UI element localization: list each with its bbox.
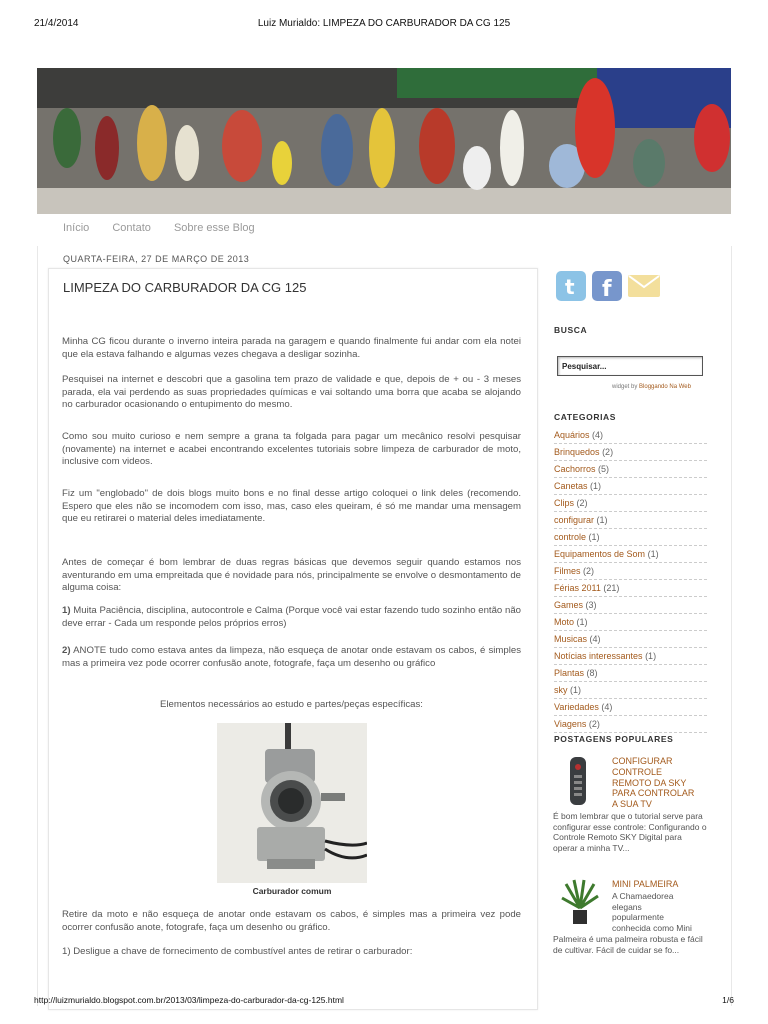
popular-title-line: A SUA TV: [612, 799, 652, 810]
category-item[interactable]: [554, 632, 707, 648]
category-count: (1): [596, 515, 608, 525]
paragraph-text: Pesquisei na internet e descobri que a gasolina tem prazo de validade e que, depois de + ou - 3 meses parada, ela vai perdendo as suas propriedades químicas e vai soltando uma borra que acaba se alojando no carburador ocasionando o entupimento do mesmo.: [62, 374, 521, 411]
category-name[interactable]: Moto: [554, 617, 575, 627]
category-item[interactable]: [554, 445, 707, 461]
category-item[interactable]: [554, 479, 707, 495]
category-name[interactable]: controle: [554, 532, 587, 542]
nav-item-inicio[interactable]: Início: [63, 222, 90, 234]
category-name[interactable]: Clips: [554, 498, 575, 508]
paragraph-text: Como sou muito curioso e nem sempre a grana ta folgada para pagar um mecânico resolvi pesquisar (novamente) na internet e acabei encontrando excelentes tutoriais sobre limpeza de carburador de moto, inclusive com videos.: [62, 431, 521, 468]
print-page-number: 1/6: [722, 995, 734, 1005]
category-name[interactable]: Filmes: [554, 566, 581, 576]
category-count: (2): [588, 719, 600, 729]
category-count: (5): [598, 464, 610, 474]
category-item[interactable]: [554, 717, 707, 733]
paragraph-text: Fiz um "englobado" de dois blogs muito bons e no final desse artigo coloquei o link deles (recomendo. Espero que eles não se incomodem com isso, mas, caso eles queiram, é só me mandar uma mensagem que eu retirarei o material deles imediatamente.: [62, 488, 521, 525]
category-count: (4): [601, 702, 613, 712]
rule-two-number: 2): [62, 645, 71, 656]
category-count: (1): [645, 651, 657, 661]
svg-text:t: t: [565, 275, 575, 299]
category-item[interactable]: [554, 649, 707, 665]
post-paragraph: [62, 374, 521, 412]
category-item[interactable]: [554, 598, 707, 614]
category-item[interactable]: [554, 615, 707, 631]
category-name[interactable]: Games: [554, 600, 584, 610]
category-name[interactable]: Brinquedos: [554, 447, 600, 457]
category-item[interactable]: [554, 683, 707, 699]
category-item[interactable]: [554, 564, 707, 580]
category-count: (4): [589, 634, 601, 644]
post-paragraph: [62, 909, 521, 934]
category-name[interactable]: Canetas: [554, 481, 588, 491]
top-navigation: [63, 222, 275, 234]
snippet-line: popularmente: [612, 912, 664, 923]
category-count: (4): [592, 430, 604, 440]
search-input[interactable]: Pesquisar...: [557, 356, 703, 376]
print-date: 21/4/2014: [34, 18, 79, 29]
category-count: (1): [576, 617, 588, 627]
category-count: (1): [647, 549, 659, 559]
category-item[interactable]: [554, 530, 707, 546]
post-title[interactable]: LIMPEZA DO CARBURADOR DA CG 125: [63, 280, 307, 295]
snippet-line: conhecida como Mini: [612, 922, 692, 933]
elements-heading: Elementos necessários ao estudo e partes/peças específicas:: [160, 699, 423, 710]
popular-post-snippet: Palmeira é uma palmeira robusta e fácil de cultivar. Fácil de cuidar se fo...: [553, 934, 703, 955]
category-item[interactable]: [554, 462, 707, 478]
paragraph-text: 1) Desligue a chave de fornecimento de combustível antes de retirar o carburador:: [62, 946, 413, 957]
category-count: (2): [583, 566, 595, 576]
category-item[interactable]: [554, 547, 707, 563]
category-name[interactable]: configurar: [554, 515, 595, 525]
post-paragraph: [62, 336, 521, 361]
category-item[interactable]: [554, 513, 707, 529]
category-name[interactable]: Plantas: [554, 668, 585, 678]
category-item[interactable]: [554, 428, 707, 444]
popular-title-line: CONTROLE: [612, 766, 663, 777]
category-name[interactable]: sky: [554, 685, 568, 695]
paragraph-text: Antes de começar é bom lembrar de duas regras básicas que devemos seguir quando estamos nos aventurando em uma empreitada que é novidade para nós, principalmente se envolve o desmontamento de alguma coisa:: [62, 557, 521, 594]
post-date-header: QUARTA-FEIRA, 27 DE MARÇO DE 2013: [63, 254, 250, 264]
nav-item-sobre[interactable]: Sobre esse Blog: [173, 222, 255, 234]
category-count: (2): [576, 498, 588, 508]
carburetor-image[interactable]: [217, 723, 367, 883]
page-border-left: [37, 246, 38, 1006]
category-count: (8): [586, 668, 598, 678]
rule-two-text: ANOTE tudo como estava antes da limpeza, não esqueça de anotar onde estavam os cabos, é simples mas a primeira vez pode ocorrer confusão anote, fotografe, faça um desenho ou gráfico: [62, 645, 521, 669]
sky-remote-thumbnail[interactable]: [567, 757, 589, 805]
image-caption: Carburador comum: [252, 886, 332, 896]
step-one: [62, 946, 521, 959]
category-count: (2): [602, 447, 614, 457]
category-count: (3): [585, 600, 597, 610]
paragraph-text: Retire da moto e não esqueça de anotar onde estavam os cabos, é simples mas a primeira vez pode ocorrer confusão anote, fotografe, faça um desenho ou gráfico.: [62, 909, 521, 933]
category-name[interactable]: Aquários: [554, 430, 590, 440]
category-count: (1): [570, 685, 582, 695]
widget-credit-prefix: widget by: [612, 384, 640, 390]
category-name[interactable]: Equipamentos de Som: [554, 549, 646, 559]
print-header: [34, 18, 734, 32]
popular-post-snippet: É bom lembrar que o tutorial serve para configurar esse controle: Configurando o Controle Remoto SKY Digital para operar a minha TV...: [553, 811, 707, 853]
category-item[interactable]: [554, 700, 707, 716]
category-count: (21): [603, 583, 620, 593]
category-count: (1): [590, 481, 602, 491]
post-paragraph: [62, 431, 521, 469]
widget-credit: [612, 384, 691, 390]
page-border-right: [731, 246, 732, 1006]
rule-one-text: Muita Paciência, disciplina, autocontrole e Calma (Porque você vai estar fazendo tudo sozinho então não deve errar - Cada um responde pelos próprios erros): [62, 605, 521, 629]
popular-post-side-text: [612, 891, 712, 933]
snippet-line: elegans: [612, 901, 642, 912]
busca-heading: BUSCA: [554, 325, 588, 335]
paragraph-text: Minha CG ficou durante o inverno inteira parada na garagem e quando finalmente fui andar com ela notei que ela estava falhando e algumas vezes chegava a desligar sozinha.: [62, 336, 521, 360]
facebook-icon[interactable]: [592, 271, 622, 301]
category-name[interactable]: Viagens: [554, 719, 587, 729]
category-name[interactable]: Cachorros: [554, 464, 596, 474]
popular-title-line: PARA CONTROLAR: [612, 788, 695, 799]
svg-text:f: f: [602, 277, 612, 301]
header-banner-image[interactable]: [37, 68, 731, 214]
print-page-title: Luiz Murialdo: LIMPEZA DO CARBURADOR DA CG 125: [257, 18, 511, 29]
nav-item-contato[interactable]: Contato: [112, 222, 151, 234]
category-name[interactable]: Férias 2011: [554, 583, 601, 593]
email-icon[interactable]: [628, 275, 660, 297]
category-item[interactable]: [554, 666, 707, 682]
categorias-heading: CATEGORIAS: [554, 412, 617, 422]
popular-title-line: REMOTO DA SKY: [612, 777, 687, 788]
rule-one: [62, 605, 521, 630]
twitter-icon[interactable]: [556, 271, 586, 301]
category-name[interactable]: Musicas: [554, 634, 588, 644]
rule-one-number: 1): [62, 605, 71, 616]
widget-credit-link[interactable]: Bloggando Na Web: [639, 384, 691, 390]
rule-two: [62, 645, 521, 670]
category-item[interactable]: [554, 496, 707, 512]
post-paragraph: [62, 488, 521, 526]
category-name[interactable]: Notícias interessantes: [554, 651, 643, 661]
popular-post-title[interactable]: MINI PALMEIRA: [612, 879, 679, 889]
popular-posts-heading: POSTAGENS POPULARES: [554, 734, 674, 744]
category-name[interactable]: Variedades: [554, 702, 599, 712]
category-item[interactable]: [554, 581, 707, 597]
palm-plant-thumbnail[interactable]: [558, 878, 602, 926]
popular-post-title[interactable]: [612, 756, 694, 810]
post-paragraph: [62, 557, 521, 595]
popular-title-line: CONFIGURAR: [612, 756, 673, 766]
category-count: (1): [588, 532, 600, 542]
category-list: [554, 428, 707, 734]
print-footer-url: http://luizmurialdo.blogspot.com.br/2013/03/limpeza-do-carburador-da-cg-125.html: [34, 995, 344, 1005]
snippet-line: A Chamaedorea: [612, 891, 674, 901]
